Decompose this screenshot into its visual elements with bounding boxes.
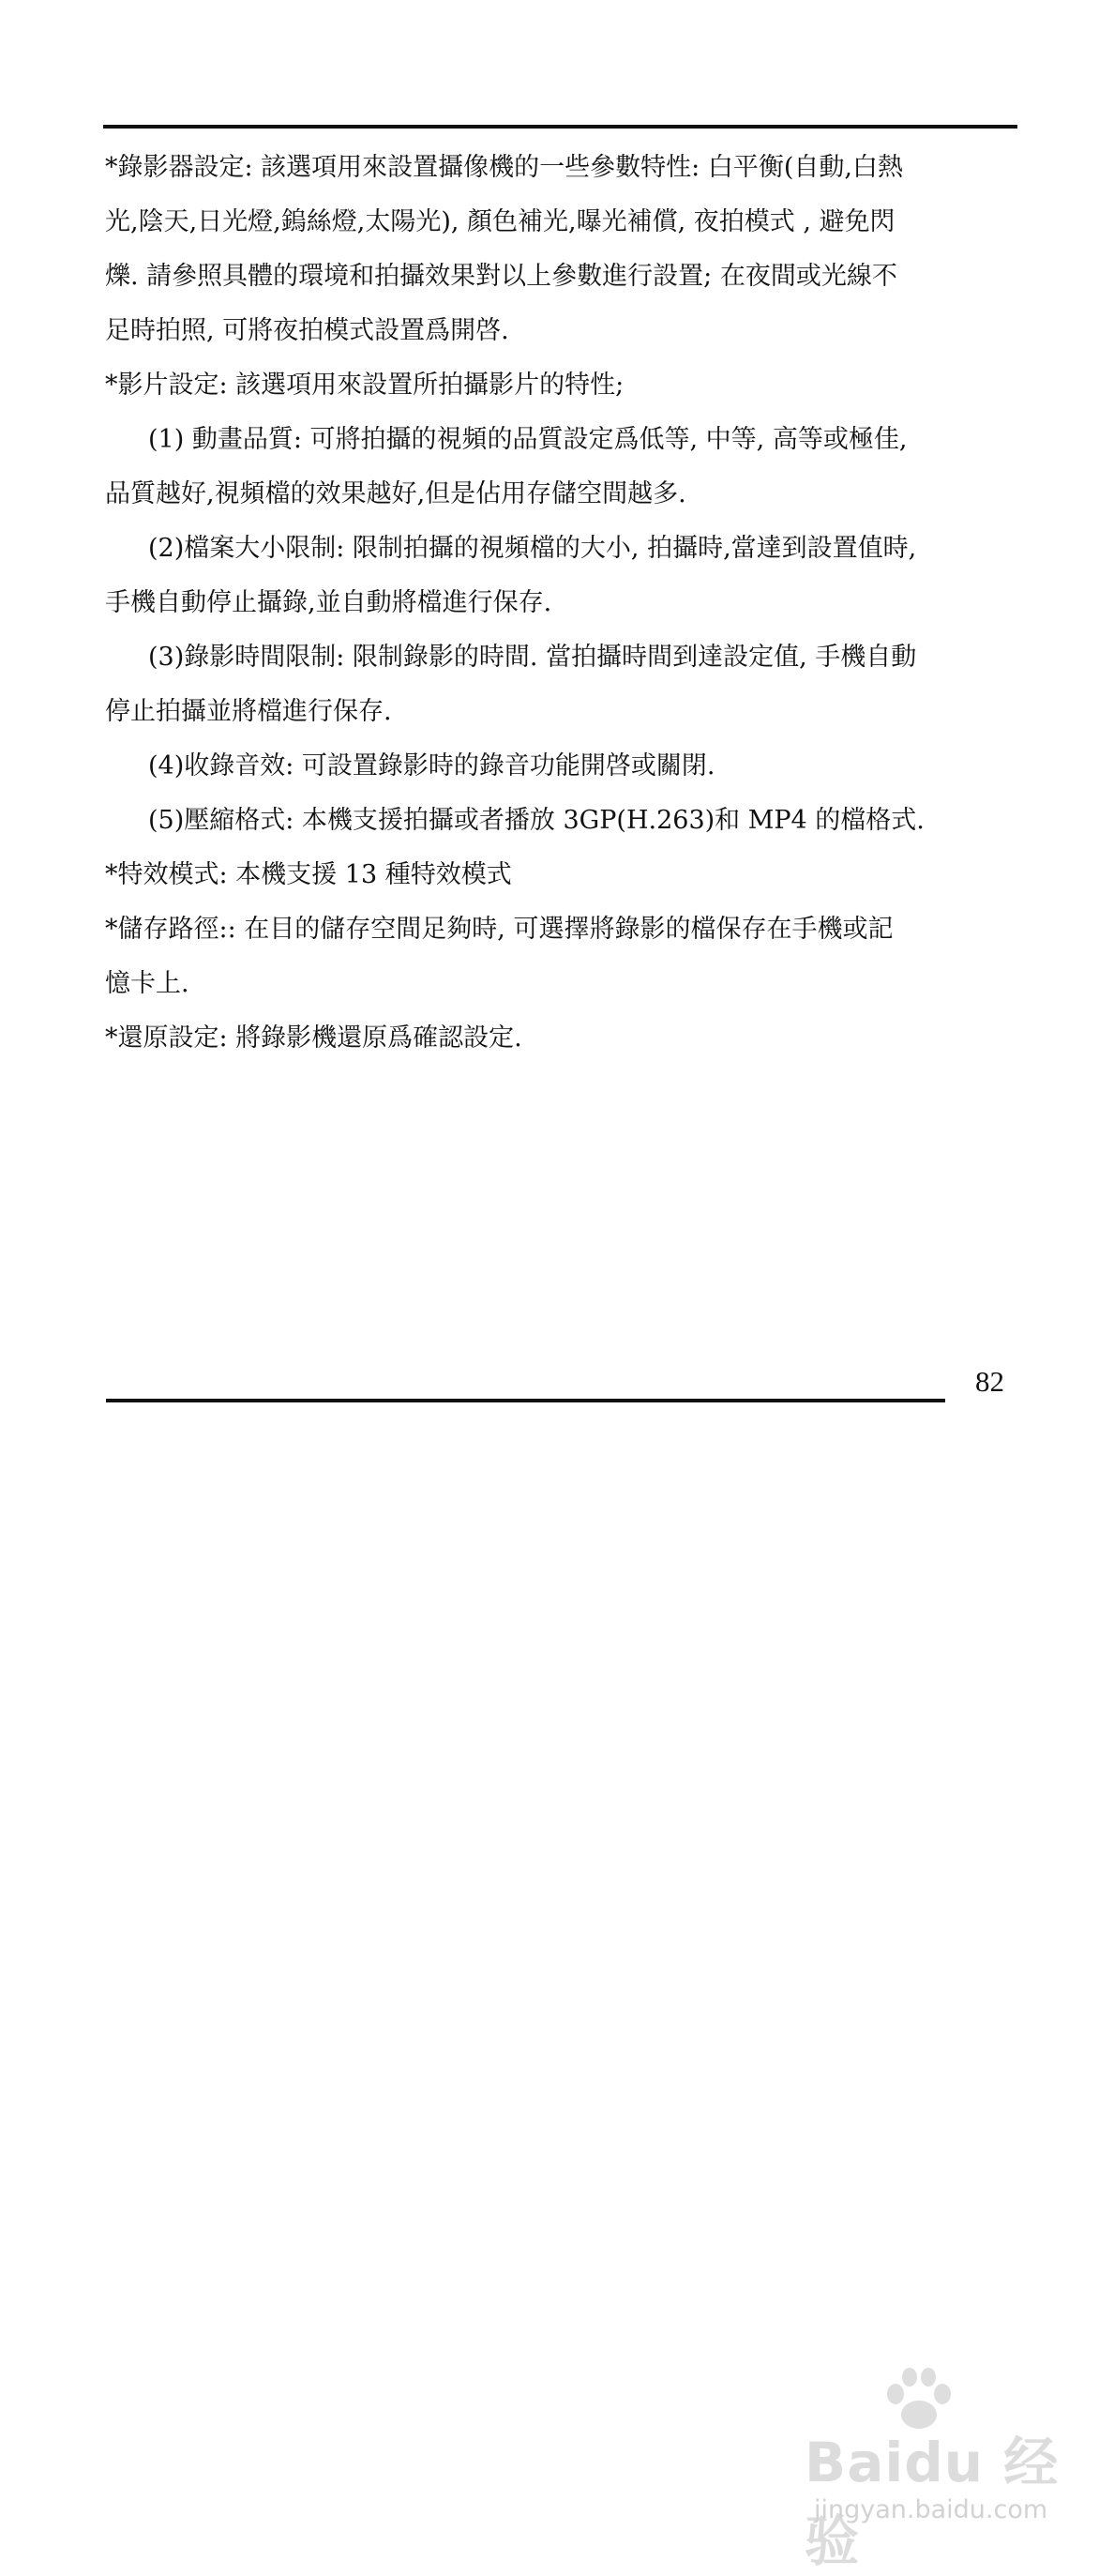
text-line: (4)收錄音效: 可設置錄影時的錄音功能開啓或關閉. — [148, 751, 715, 780]
top-rule — [103, 125, 1017, 129]
paragraph-compression-format — [105, 794, 1016, 848]
paragraph-audio-recording — [105, 739, 1016, 794]
text-line: *錄影器設定: 該選項用來設置攝像機的一些參數特性: 白平衡(自動,白熱 — [105, 153, 903, 182]
text-line: (5)壓縮格式: 本機支援拍攝或者播放 3GP(H.263)和 MP4 的檔格式. — [148, 806, 925, 835]
watermark-url: jingyan.baidu.com — [814, 2495, 1048, 2524]
text-line: 足時拍照, 可將夜拍模式設置爲開啓. — [105, 316, 509, 345]
text-line: 憶卡上. — [105, 969, 189, 998]
page-number: 82 — [975, 1365, 1004, 1398]
document-body — [105, 141, 1016, 1066]
paragraph-recorder-settings — [105, 141, 1016, 358]
text-line: *特效模式: 本機支援 13 種特效模式 — [105, 860, 512, 889]
text-line: (2)檔案大小限制: 限制拍攝的視頻檔的大小, 拍攝時,當達到設置值時, — [148, 534, 917, 563]
paragraph-restore-settings — [105, 1011, 1016, 1066]
text-line: (3)錄影時間限制: 限制錄影的時間. 當拍攝時間到達設定值, 手機自動 — [148, 643, 917, 672]
text-line: *影片設定: 該選項用來設置所拍攝影片的特性; — [105, 371, 625, 400]
paragraph-video-settings — [105, 358, 1016, 413]
text-line: (1) 動畫品質: 可將拍攝的視頻的品質設定爲低等, 中等, 高等或極佳, — [148, 425, 908, 454]
bottom-rule — [106, 1399, 945, 1402]
paragraph-effect-mode — [105, 848, 1016, 902]
text-line: 品質越好,視頻檔的效果越好,但是佔用存儲空間越多. — [105, 479, 686, 508]
watermark-brand: Baidu 经验 — [805, 2431, 1060, 2573]
paragraph-storage-path — [105, 902, 1016, 1011]
baidu-watermark — [778, 2364, 1060, 2573]
text-line: 光,陰天,日光燈,鎢絲燈,太陽光), 顏色補光,曝光補償, 夜拍模式 , 避免閃 — [105, 207, 896, 236]
paragraph-video-quality — [105, 413, 1016, 522]
paragraph-file-size-limit — [105, 522, 1016, 630]
text-line: 手機自動停止攝錄,並自動將檔進行保存. — [105, 588, 552, 617]
paragraph-recording-time-limit — [105, 630, 1016, 739]
text-line: 停止拍攝並將檔進行保存. — [105, 697, 392, 726]
text-line: *還原設定: 將錄影機還原爲確認設定. — [105, 1023, 522, 1053]
text-line: 爍. 請參照具體的環境和拍攝效果對以上參數進行設置; 在夜間或光線不 — [105, 262, 897, 291]
text-line: *儲存路徑:: 在目的儲存空間足夠時, 可選擇將錄影的檔保存在手機或記 — [105, 915, 894, 944]
